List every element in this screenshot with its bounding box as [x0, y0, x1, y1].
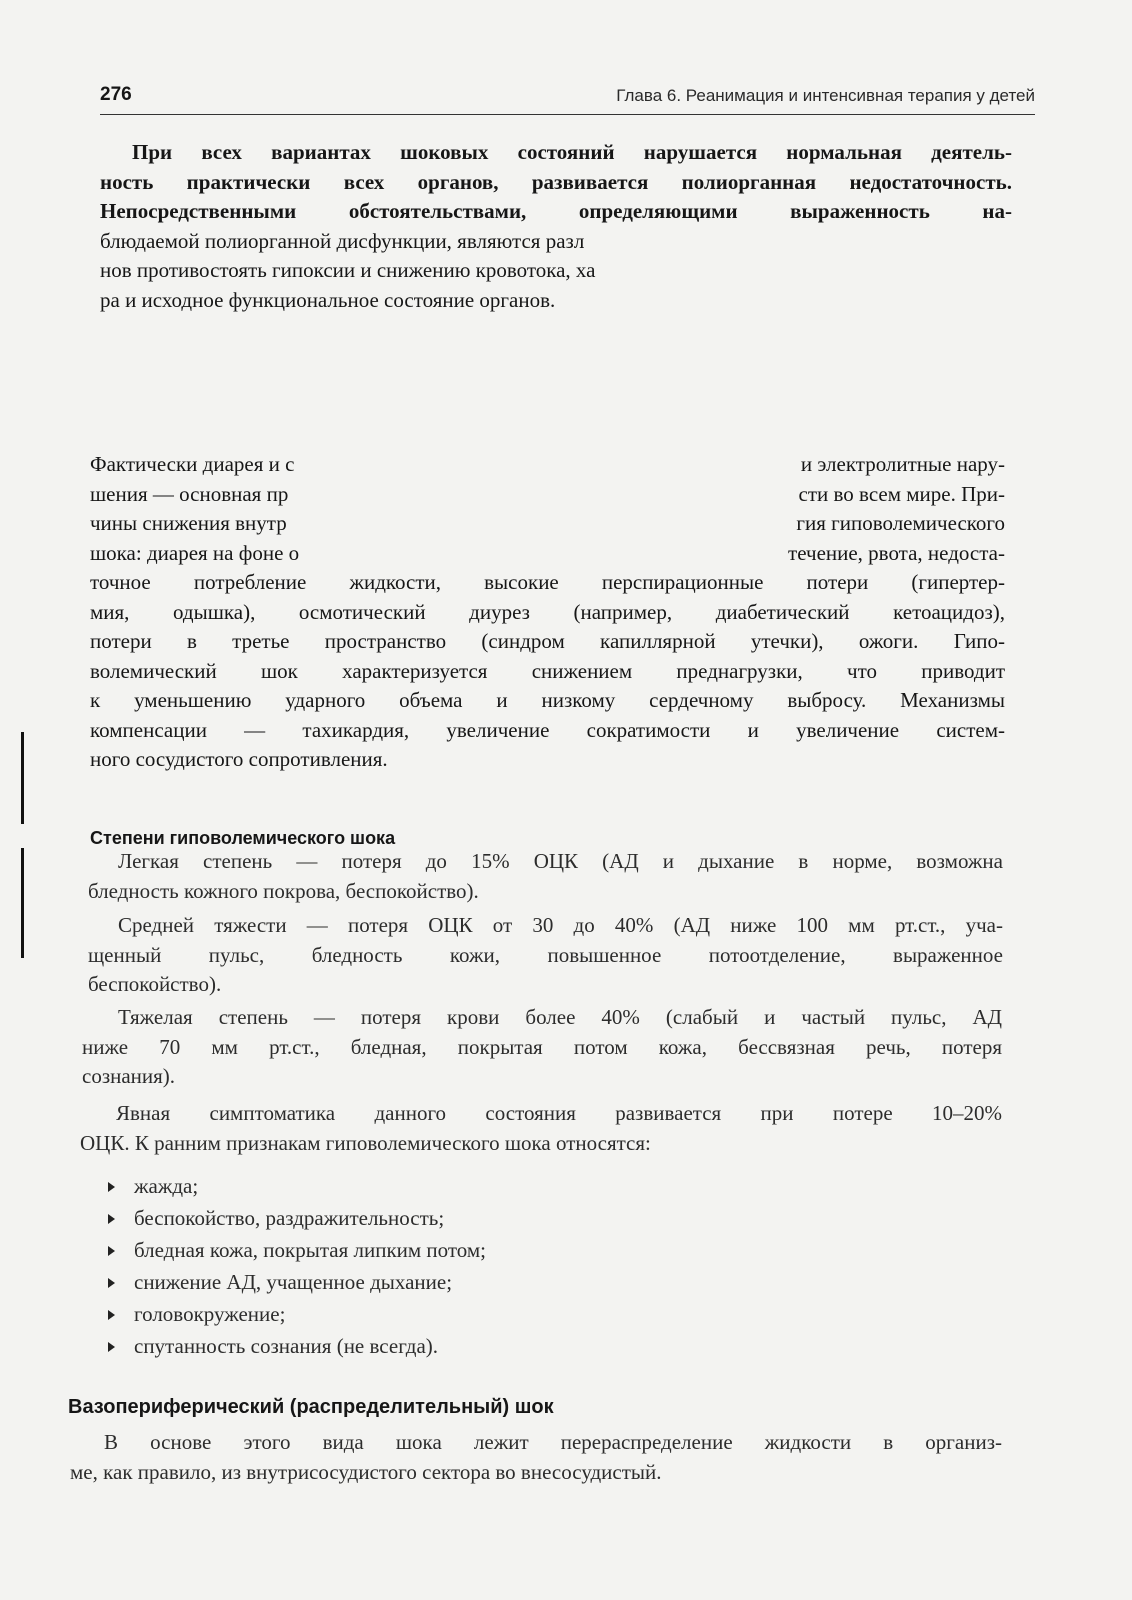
text-line: ме, как правило, из внутрисосудистого сектора во внесосудистый. — [70, 1459, 662, 1484]
split-line-left: Фактически диарея и с — [90, 452, 295, 476]
bullet-icon — [108, 1214, 115, 1224]
list-item-text: головокружение; — [134, 1302, 286, 1326]
text-line: к уменьшению ударного объема и низкому сердечному выбросу. Механизмы — [90, 688, 1005, 712]
text-line: волемический шок характеризуется снижением преднагрузки, что приводит — [90, 658, 1005, 683]
degree-moderate-paragraph — [88, 911, 1003, 1000]
text-line: ОЦК. К ранним признакам гиповолемического шока относятся: — [80, 1130, 651, 1155]
degree-severe-paragraph — [82, 1003, 1002, 1092]
page-number: 276 — [100, 84, 132, 105]
text-line: Легкая степень — потеря до 15% ОЦК (АД и дыхание в норме, возможна — [118, 849, 1003, 873]
list-item-text: снижение АД, учащенное дыхание; — [134, 1270, 453, 1294]
degree-mild-paragraph — [88, 847, 1003, 906]
text-line: мия, одышка), осмотический диурез (например, диабетический кетоацидоз), — [90, 599, 1005, 624]
list-item-text: беспокойство, раздражительность; — [134, 1206, 445, 1230]
signs-intro-paragraph — [80, 1099, 1002, 1158]
text-line: ниже 70 мм рт.ст., бледная, покрытая потом кожа, бессвязная речь, потеря — [82, 1034, 1002, 1059]
text-line: ного сосудистого сопротивления. — [90, 747, 388, 771]
list-item — [108, 1330, 708, 1362]
split-line-left: чины снижения внутр — [90, 511, 287, 535]
text-line: Тяжелая степень — потеря крови более 40% (слабый и частый пульс, АД — [118, 1005, 1002, 1029]
split-line-right: гия гиповолемического — [796, 511, 1005, 535]
text-line: компенсации — тахикардия, увеличение сократимости и увеличение систем- — [90, 717, 1005, 742]
list-item-text: спутанность сознания (не всегда). — [134, 1334, 439, 1358]
text-line: беспокойство). — [88, 972, 222, 996]
text-line: Явная симптоматика данного состояния развивается при потере 10–20% — [116, 1101, 1002, 1125]
text-line: сознания). — [82, 1064, 176, 1088]
signs-list — [108, 1170, 708, 1362]
bullet-icon — [108, 1342, 115, 1352]
text-line: ра и исходное функциональное состояние органов. — [100, 287, 556, 312]
page-header — [100, 84, 1035, 115]
text-line-partial: блюдаемой полиорганной дисфункции, являются разл — [100, 228, 585, 253]
bullet-icon — [108, 1182, 115, 1192]
running-head: Глава 6. Реанимация и интенсивная терапия у детей — [616, 86, 1035, 105]
text-line: Средней тяжести — потеря ОЦК от 30 до 40% (АД ниже 100 мм рт.ст., уча- — [118, 913, 1003, 937]
vasoperipheral-paragraph — [70, 1428, 1002, 1487]
bullet-icon — [108, 1246, 115, 1256]
split-line — [90, 480, 1005, 510]
text-line: В основе этого вида шока лежит перераспределение жидкости в организ- — [104, 1430, 1002, 1454]
list-item-text: бледная кожа, покрытая липким потом; — [134, 1238, 487, 1262]
hypovolemic-paragraph — [90, 450, 1005, 775]
split-line-left: шока: диарея на фоне о — [90, 540, 300, 565]
list-item — [108, 1234, 708, 1266]
split-line-right: и электролитные нару- — [800, 452, 1005, 476]
margin-bar — [21, 848, 24, 958]
split-line-right: течение, рвота, недоста- — [788, 540, 1005, 565]
text-line: бледность кожного покрова, беспокойство). — [88, 878, 479, 903]
text-line: ность практически всех органов, развивается полиорганная недостаточность. — [100, 169, 1012, 194]
text-line: При всех вариантах шоковых состояний нарушается нормальная деятель- — [132, 140, 1012, 164]
subsection-title: Степени гиповолемического шока — [90, 828, 396, 848]
section-title: Вазопериферический (распределительный) шок — [68, 1396, 554, 1418]
split-line — [90, 539, 1005, 569]
margin-bar — [21, 732, 24, 824]
bullet-icon — [108, 1278, 115, 1288]
bullet-icon — [108, 1310, 115, 1320]
list-item — [108, 1202, 708, 1234]
intro-paragraph — [100, 138, 1012, 315]
text-line: потери в третье пространство (синдром капиллярной утечки), ожоги. Гипо- — [90, 629, 1005, 653]
text-line: Непосредственными обстоятельствами, определяющими выраженность на- — [100, 199, 1012, 223]
text-line: щенный пульс, бледность кожи, повышенное потоотделение, выраженное — [88, 942, 1003, 967]
list-item — [108, 1266, 708, 1298]
text-line-partial: нов противостоять гипоксии и снижению кровотока, ха — [100, 258, 596, 282]
split-line-right: сти во всем мире. При- — [798, 481, 1005, 506]
split-line — [90, 509, 1005, 539]
text-line: точное потребление жидкости, высокие перспирационные потери (гипертер- — [90, 570, 1005, 594]
list-item-text: жажда; — [134, 1174, 199, 1198]
list-item — [108, 1298, 708, 1330]
split-line — [90, 450, 1005, 480]
list-item — [108, 1170, 708, 1202]
split-line-left: шения — основная пр — [90, 481, 289, 506]
